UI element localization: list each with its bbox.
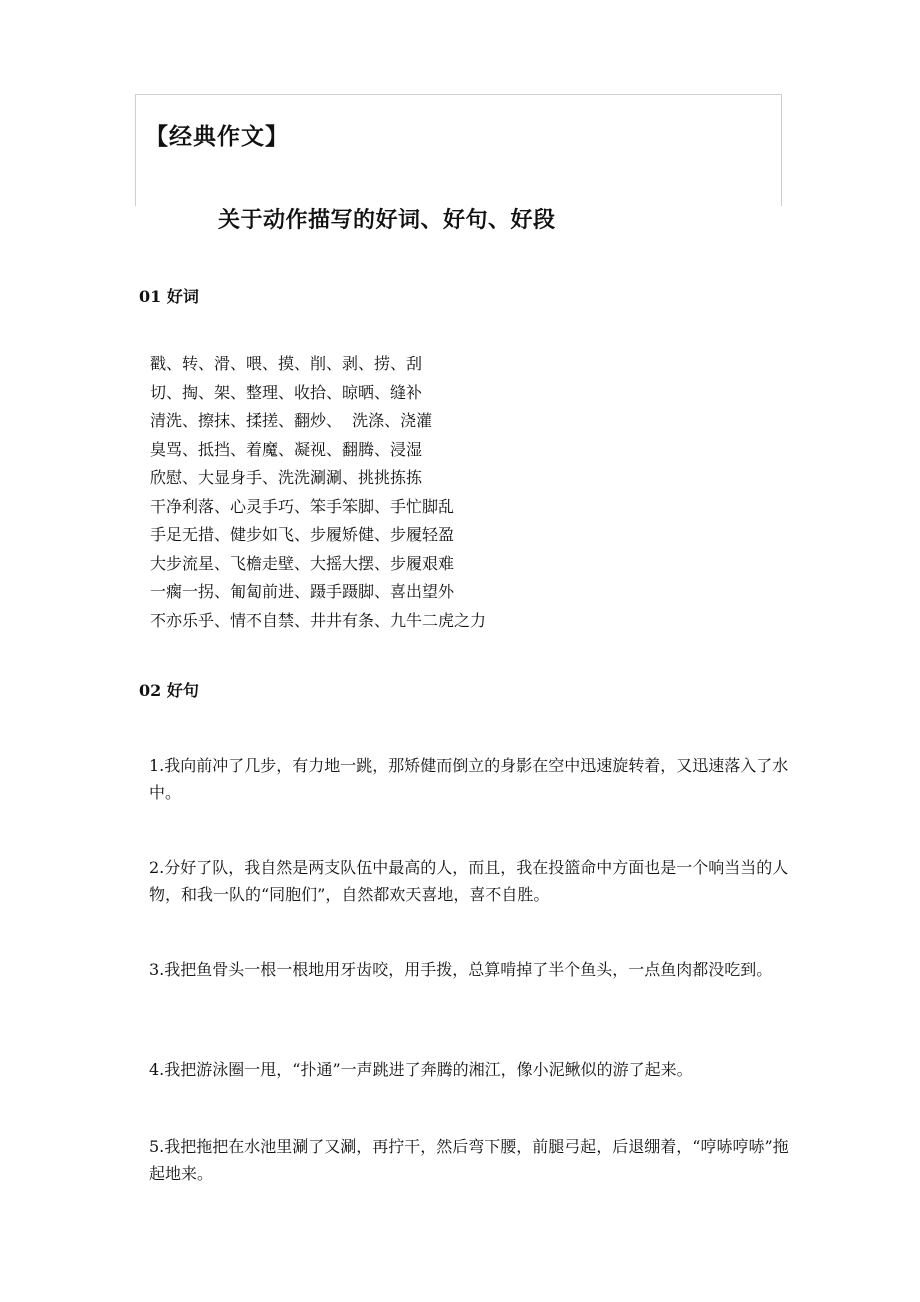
sentence-item-2: 2.分好了队，我自然是两支队伍中最高的人，而且，我在投篮命中方面也是一个响当当的人物，和我一队的“同胞们”，自然都欢天喜地，喜不自胜。 [149,858,789,904]
word-line: 臭骂、抵挡、着魔、凝视、翻腾、浸湿 [150,439,423,459]
word-line: 大步流星、飞檐走壁、大摇大摆、步履艰难 [150,553,455,573]
category-heading: 【经典作文】 [145,124,289,150]
word-line: 戳、转、滑、喂、摸、削、剥、捞、刮 [150,354,423,373]
word-line: 清洗、擦抹、揉搓、翻炒、 洗涤、浇灌 [150,411,433,430]
word-line: 欣慰、大显身手、洗洗涮涮、挑挑拣拣 [150,468,423,487]
section-heading-words: 01 好词 [139,287,199,306]
word-list [150,350,486,635]
sentence-item-1: 1.我向前冲了几步，有力地一跳，那矫健而倒立的身影在空中迅速旋转着，又迅速落入了水中。 [149,756,789,802]
word-line: 一瘸一拐、匍匐前进、蹑手蹑脚、喜出望外 [150,582,455,601]
word-line: 切、掏、架、整理、收拾、晾晒、缝补 [150,382,423,402]
page-title: 关于动作描写的好词、好句、好段 [218,208,556,233]
word-line: 干净利落、心灵手巧、笨手笨脚、手忙脚乱 [150,496,455,516]
sentence-item-4: 4.我把游泳圈一甩，“扑通”一声跳进了奔腾的湘江，像小泥鳅似的游了起来。 [149,1060,693,1079]
word-line: 不亦乐乎、情不自禁、井井有条、九牛二虎之力 [150,610,487,630]
section-heading-sentences: 02 好句 [139,681,199,700]
sentence-item-5: 5.我把拖把在水池里涮了又涮，再拧干，然后弯下腰，前腿弓起，后退绷着，“哼哧哼哧”拖起地来。 [149,1137,789,1183]
word-line: 手足无措、健步如飞、步履矫健、步履轻盈 [150,525,455,544]
sentence-item-3: 3.我把鱼骨头一根一根地用牙齿咬，用手拨，总算啃掉了半个鱼头，一点鱼肉都没吃到。 [149,960,773,979]
